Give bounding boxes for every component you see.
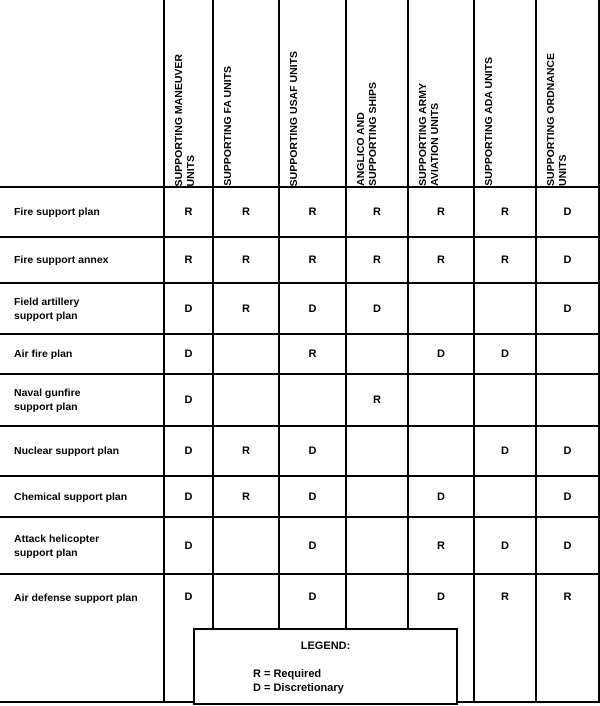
cell-value: R — [308, 254, 317, 266]
legend-title: LEGEND: — [300, 640, 351, 652]
matrix-cell — [346, 476, 408, 517]
col-header-army-aviation — [408, 0, 474, 187]
row-label: Field artillery support plan — [0, 283, 164, 334]
matrix-cell — [213, 237, 279, 283]
cell-value: R — [242, 445, 250, 457]
matrix-cell — [346, 237, 408, 283]
cell-value: R — [373, 206, 381, 218]
matrix-cell — [164, 283, 213, 334]
table-row — [0, 426, 599, 476]
matrix-cell — [279, 426, 346, 476]
col-header-ordnance — [536, 0, 599, 187]
matrix-cell — [213, 476, 279, 517]
matrix-cell — [536, 574, 599, 702]
matrix-cell — [408, 334, 474, 374]
matrix-cell — [213, 283, 279, 334]
matrix-cell — [536, 187, 599, 237]
col-header-maneuver — [164, 0, 213, 187]
matrix-cell — [408, 426, 474, 476]
cell-value: R — [242, 254, 250, 266]
table-row — [0, 187, 599, 237]
matrix-cell — [213, 334, 279, 374]
matrix-cell — [474, 283, 536, 334]
matrix-cell — [213, 374, 279, 426]
cell-value: R — [437, 206, 445, 218]
matrix-cell — [213, 187, 279, 237]
matrix-cell — [536, 374, 599, 426]
row-label: Air fire plan — [0, 334, 164, 374]
matrix-cell — [279, 476, 346, 517]
row-label: Fire support annex — [0, 237, 164, 283]
cell-value: D — [563, 206, 572, 218]
matrix-cell — [536, 334, 599, 374]
matrix-cell — [408, 476, 474, 517]
col-header-text: SUPPORTING USAF UNITS — [288, 50, 300, 186]
matrix-cell — [164, 334, 213, 374]
cell-value: D — [184, 490, 193, 503]
row-label: Naval gunfire support plan — [0, 374, 164, 426]
cell-value: D — [563, 490, 572, 503]
row-label: Attack helicopter support plan — [0, 517, 164, 574]
row-label: Air defense support plan — [0, 574, 164, 702]
legend-discretionary: D = Discretionary — [253, 682, 344, 694]
table-row — [0, 517, 599, 574]
matrix-cell — [279, 187, 346, 237]
matrix-cell — [279, 283, 346, 334]
matrix-cell — [474, 574, 536, 702]
matrix-cell — [279, 517, 346, 574]
table-row — [0, 374, 599, 426]
row-label: Fire support plan — [0, 187, 164, 237]
legend-required: R = Required — [253, 668, 322, 680]
cell-value: D — [563, 539, 572, 552]
cell-value: D — [184, 394, 193, 406]
matrix-cell — [408, 283, 474, 334]
cell-value: R — [501, 206, 509, 218]
matrix-cell — [346, 426, 408, 476]
cell-value: D — [308, 490, 317, 503]
row-label: Chemical support plan — [0, 476, 164, 517]
col-header-text: SUPPORTING MANEUVER UNITS — [173, 53, 197, 186]
corner-cell — [0, 0, 164, 187]
cell-value: D — [563, 445, 572, 457]
col-header-fa — [213, 0, 279, 187]
cell-value: D — [563, 302, 572, 315]
cell-value: R — [242, 302, 250, 315]
cell-value: R — [308, 206, 317, 218]
cell-value: D — [373, 302, 381, 315]
matrix-cell — [408, 517, 474, 574]
matrix-cell — [408, 237, 474, 283]
cell-value: D — [437, 348, 445, 360]
cell-value: R — [242, 490, 250, 503]
matrix-cell — [164, 426, 213, 476]
cell-value: R — [373, 254, 381, 266]
col-header-usaf — [279, 0, 346, 187]
matrix-cell — [213, 426, 279, 476]
matrix-cell — [213, 517, 279, 574]
cell-value: D — [308, 302, 317, 315]
cell-value: D — [501, 348, 509, 360]
cell-value: R — [184, 206, 193, 218]
table-row — [0, 476, 599, 517]
col-header-text: SUPPORTING ARMY AVIATION UNITS — [417, 83, 441, 186]
matrix-cell — [474, 187, 536, 237]
matrix-cell — [536, 283, 599, 334]
cell-value: R — [242, 206, 250, 218]
col-header-anglico — [346, 0, 408, 187]
cell-value: D — [184, 445, 193, 457]
cell-value: D — [563, 254, 572, 266]
col-header-ada — [474, 0, 536, 187]
cell-value: D — [437, 591, 445, 603]
matrix-cell — [408, 374, 474, 426]
cell-value: R — [184, 254, 193, 266]
matrix-cell — [536, 426, 599, 476]
cell-value: D — [184, 302, 193, 315]
cell-value: R — [308, 348, 317, 360]
cell-value: D — [184, 348, 193, 360]
col-header-text: SUPPORTING ADA UNITS — [483, 57, 495, 186]
matrix-cell — [164, 237, 213, 283]
cell-value: D — [501, 445, 509, 457]
table-row — [0, 334, 599, 374]
cell-value: D — [184, 591, 193, 603]
cell-value: D — [437, 490, 445, 503]
matrix-cell — [474, 476, 536, 517]
matrix-cell — [346, 187, 408, 237]
cell-value: D — [184, 539, 193, 552]
table-row — [0, 283, 599, 334]
matrix-cell — [279, 334, 346, 374]
matrix-cell — [346, 283, 408, 334]
col-header-text: SUPPORTING ORDNANCE UNITS — [545, 52, 569, 186]
matrix-cell — [536, 517, 599, 574]
matrix-cell — [346, 334, 408, 374]
matrix-cell — [164, 517, 213, 574]
matrix-cell — [346, 517, 408, 574]
matrix-cell — [474, 237, 536, 283]
cell-value: D — [501, 539, 509, 552]
matrix-cell — [474, 334, 536, 374]
col-header-text: ANGLICO AND SUPPORTING SHIPS — [355, 82, 379, 186]
matrix-cell — [279, 374, 346, 426]
matrix-cell — [279, 237, 346, 283]
matrix-cell — [164, 476, 213, 517]
col-header-text: SUPPORTING FA UNITS — [222, 66, 234, 186]
cell-value: R — [373, 394, 381, 406]
matrix-cell — [536, 237, 599, 283]
matrix-cell — [346, 374, 408, 426]
header-row — [0, 0, 599, 187]
matrix-cell — [474, 426, 536, 476]
matrix-cell — [164, 374, 213, 426]
cell-value: R — [563, 591, 572, 603]
cell-value: D — [308, 591, 317, 603]
matrix-cell — [408, 187, 474, 237]
matrix-cell — [536, 476, 599, 517]
cell-value: R — [501, 254, 509, 266]
matrix-cell — [474, 374, 536, 426]
table-row — [0, 237, 599, 283]
row-label: Nuclear support plan — [0, 426, 164, 476]
cell-value: R — [501, 591, 509, 603]
matrix-cell — [474, 517, 536, 574]
cell-value: D — [308, 445, 317, 457]
cell-value: D — [308, 539, 317, 552]
matrix-cell — [164, 187, 213, 237]
legend-box — [193, 628, 458, 705]
cell-value: R — [437, 254, 445, 266]
cell-value: R — [437, 539, 445, 552]
